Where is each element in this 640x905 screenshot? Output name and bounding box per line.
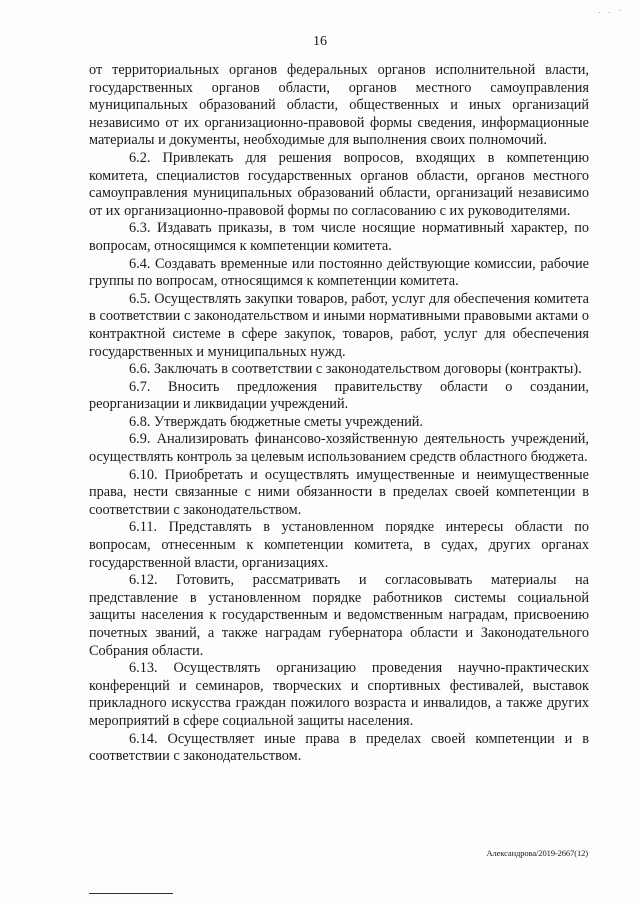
paragraph-6-2: 6.2. Привлекать для решения вопросов, входящих в компетенцию комитета, специалистов государственных органов области, органов местного самоуправления муниципальных образований области, организаций независимо от их организационно-правовой формы по согласованию с их руководителями. <box>89 149 589 219</box>
scan-marks: . . · <box>598 6 624 15</box>
paragraph-6-11: 6.11. Представлять в установленном порядке интересы области по вопросам, отнесенным к компетенции комитета, в судах, других органах государственной власти, организациях. <box>89 519 589 571</box>
paragraph-6-8: 6.8. Утверждать бюджетные сметы учреждений. <box>129 413 424 430</box>
paragraph-6-9: 6.9. Анализировать финансово-хозяйственную деятельность учреждений, осуществлять контроль за целевым использованием средств областного бюджета. <box>89 431 589 466</box>
paragraph-6-10: 6.10. Приобретать и осуществлять имущественные и неимущественные права, нести связанные с ними обязанности в пределах своей компетенции в соответствии с законодательством. <box>89 466 589 518</box>
paragraph-6-14: 6.14. Осуществляет иные права в пределах своей компетенции и в соответствии с законодательством. <box>89 730 589 765</box>
paragraph-6-6: 6.6. Заключать в соответствии с законодательством договоры (контракты). <box>129 361 582 378</box>
page-number: 16 <box>313 34 327 49</box>
body-text <box>89 62 589 766</box>
paragraph-6-12: 6.12. Готовить, рассматривать и согласовывать материалы на представление в установленном порядке работников системы социальной защиты населения к государственным и ведомственным наградам, присвоению почетных званий, а также наградам губернатора области и Законодательного Собрания области. <box>89 572 589 659</box>
document-reference: Александрова/2019-2667(12) <box>486 848 588 858</box>
paragraph-continuation: от территориальных органов федеральных органов исполнительной власти, государственных органов области, органов местного самоуправления муниципальных образований области, общественных и иных организаций независимо от их организационно-правовой формы сведения, информационные материалы и документы, необходимые для выполнения своих полномочий. <box>89 62 589 149</box>
paragraph-6-7: 6.7. Вносить предложения правительству области о создании, реорганизации и ликвидации учреждений. <box>89 378 589 413</box>
paragraph-6-3: 6.3. Издавать приказы, в том числе носящие нормативный характер, по вопросам, относящимся к компетенции комитета. <box>89 220 589 254</box>
paragraph-6-5: 6.5. Осуществлять закупки товаров, работ, услуг для обеспечения комитета в соответствии с законодательством и иными нормативными правовыми актами о контрактной системе в сфере закупок, товаров, работ, услуг для обеспечения государственных и муниципальных нужд. <box>89 290 589 360</box>
paragraph-6-4: 6.4. Создавать временные или постоянно действующие комиссии, рабочие группы по вопросам, относящимся к компетенции комитета. <box>89 255 589 290</box>
paragraph-6-13: 6.13. Осуществлять организацию проведения научно-практических конференций и семинаров, творческих и спортивных фестивалей, выставок прикладного искусства граждан пожилого возраста и инвалидов, а также других мероприятий в сфере социальной защиты населения. <box>89 660 589 729</box>
footnote-divider <box>89 893 173 894</box>
